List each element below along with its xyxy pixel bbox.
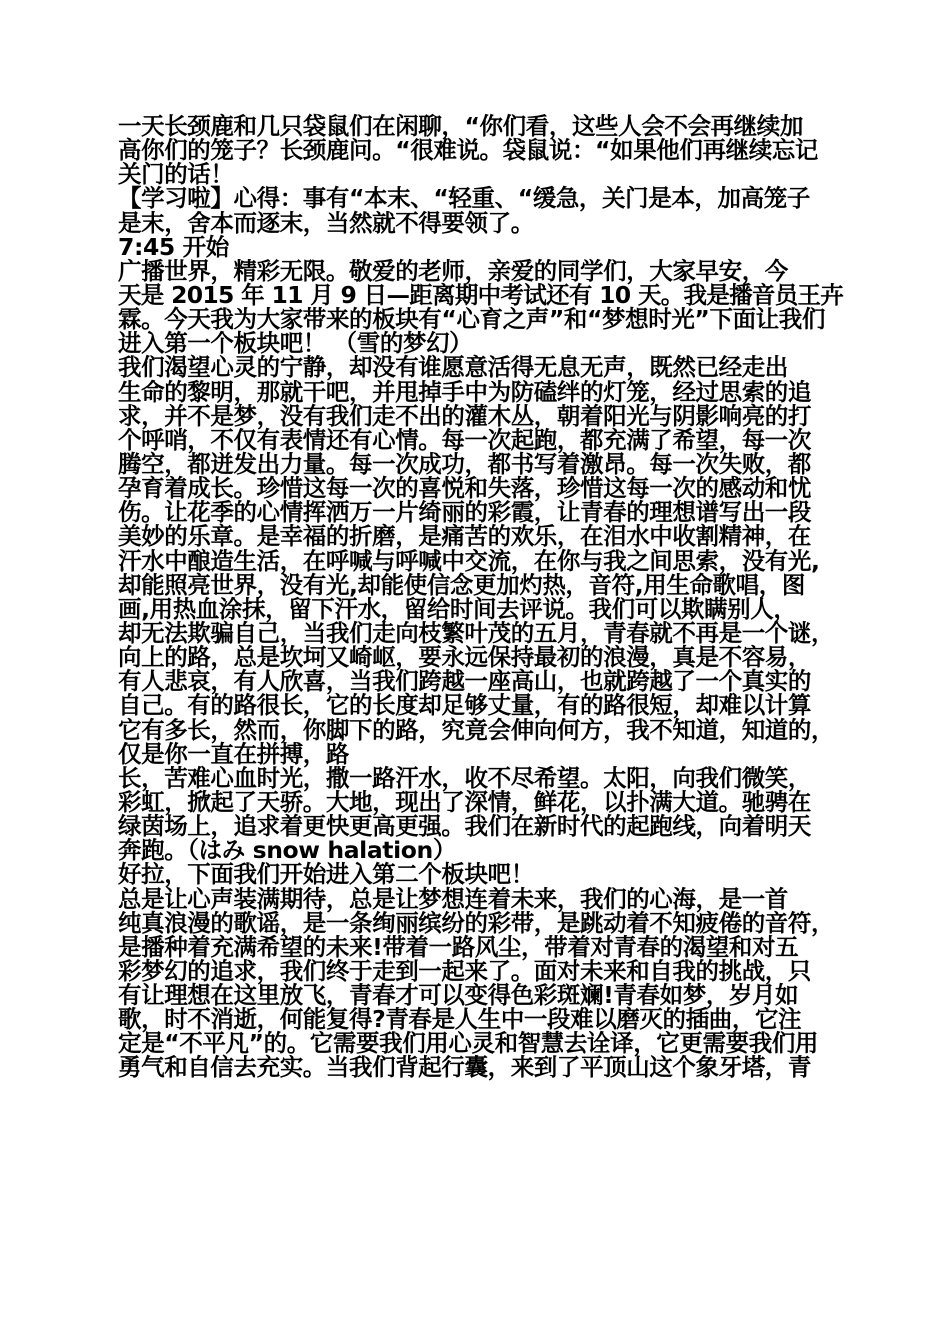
text-line: 它有多长，然而，你脚下的路，究竟会伸向何方，我不知道，知道的， <box>118 715 835 744</box>
text-line: 个呼哨，不仅有表情还有心情。每一次起跑，都充满了希望，每一次 <box>118 425 811 454</box>
text-line: 是末，舍本而逐末，当然就不得要领了。 <box>118 208 534 237</box>
text-line: 有让理想在这里放飞，青春才可以变得色彩斑斓!青春如梦，岁月如 <box>118 981 799 1010</box>
text-line: 勇气和自信去充实。当我们背起行囊，来到了平顶山这个象牙塔，青 <box>118 1053 811 1082</box>
text-line: 彩梦幻的追求，我们终于走到一起来了。面对未来和自我的挑战，只 <box>118 956 811 985</box>
text-line: 画,用热血涂抹，留下汗水，留给时间去评说。我们可以欺瞒别人， <box>118 594 797 623</box>
document-page <box>118 114 844 1080</box>
text-line: 关门的话！ <box>118 160 234 189</box>
text-line: 歌，时不消逝，何能复得?青春是人生中一段难以磨灭的插曲，它注 <box>118 1005 802 1034</box>
text-line: 霖。今天我为大家带来的板块有“心育之声”和“梦想时光”下面让我们 <box>118 305 825 334</box>
text-line: 【学习啦】心得：事有“本末、“轻重、“缓急，关门是本，加高笼子 <box>118 184 810 213</box>
text-line: 总是让心声装满期待，总是让梦想连着未来，我们的心海，是一首 <box>118 884 788 913</box>
text-line: 汗水中酿造生活，在呼喊与呼喊中交流，在你与我之间思索，没有光, <box>118 546 820 575</box>
text-line: 进入第一个板块吧！ （雪的梦幻） <box>118 329 473 358</box>
text-line: 向上的路，总是坎坷又崎岖，要永远保持最初的浪漫，真是不容易， <box>118 643 811 672</box>
text-line: 好拉，下面我们开始进入第二个板块吧！ <box>118 860 534 889</box>
text-line: 奔跑。（はみ snow halation） <box>118 836 456 865</box>
text-line: 仅是你一直在拼搏，路 <box>118 739 349 768</box>
text-line: 孕育着成长。珍惜这每一次的喜悦和失落，珍惜这每一次的感动和忧 <box>118 474 811 503</box>
text-line: 却能照亮世界，没有光,却能使信念更加灼热，音符,用生命歌唱，图 <box>118 570 805 599</box>
text-line: 高你们的笼子？长颈鹿问。“很难说。袋鼠说：“如果他们再继续忘记 <box>118 136 818 165</box>
text-line: 生命的黎明，那就干吧，并甩掉手中为防磕绊的灯笼，经过思索的追 <box>118 377 811 406</box>
text-line: 彩虹，掀起了天骄。大地，现出了深情，鲜花，以扑满大道。驰骋在 <box>118 787 811 816</box>
text-line: 广播世界，精彩无限。敬爱的老师，亲爱的同学们，大家早安，今 <box>118 256 788 285</box>
text-line: 天是 2015 年 11 月 9 日—距离期中考试还有 10 天。我是播音员王卉 <box>118 280 844 309</box>
text-line: 伤。让花季的心情挥洒万一片绮丽的彩霞，让青春的理想谱写出一段 <box>118 498 811 527</box>
text-line: 纯真浪漫的歌谣，是一条绚丽缤纷的彩带，是跳动着不知疲倦的音符， <box>118 908 835 937</box>
text-line: 7:45 开始 <box>118 232 229 261</box>
text-line: 长，苦难心血时光，撒一路汗水，收不尽希望。太阳，向我们微笑， <box>118 763 811 792</box>
text-line: 腾空，都迸发出力量。每一次成功，都书写着激昂。每一次失败，都 <box>118 449 811 478</box>
text-line: 定是“不平凡”的。它需要我们用心灵和智慧去诠译，它更需要我们用 <box>118 1029 818 1058</box>
text-line: 却无法欺骗自己，当我们走向枝繁叶茂的五月，青春就不再是一个谜， <box>118 618 835 647</box>
text-line: 自己。有的路很长，它的长度却足够丈量，有的路很短，却难以计算 <box>118 691 811 720</box>
text-line: 有人悲哀，有人欣喜，当我们跨越一座高山，也就跨越了一个真实的 <box>118 667 811 696</box>
text-line: 是播种着充满希望的未来!带着一路风尘，带着对青春的渴望和对五 <box>118 932 799 961</box>
text-line: 绿茵场上，追求着更快更高更强。我们在新时代的起跑线，向着明天 <box>118 812 811 841</box>
text-line: 求，并不是梦，没有我们走不出的灌木丛，朝着阳光与阴影响亮的打 <box>118 401 811 430</box>
text-line: 美妙的乐章。是幸福的折磨，是痛苦的欢乐，在泪水中收割精神，在 <box>118 522 811 551</box>
text-line: 我们渴望心灵的宁静，却没有谁愿意活得无息无声，既然已经走出 <box>118 353 788 382</box>
text-line: 一天长颈鹿和几只袋鼠们在闲聊，“你们看，这些人会不会再继续加 <box>118 112 803 140</box>
